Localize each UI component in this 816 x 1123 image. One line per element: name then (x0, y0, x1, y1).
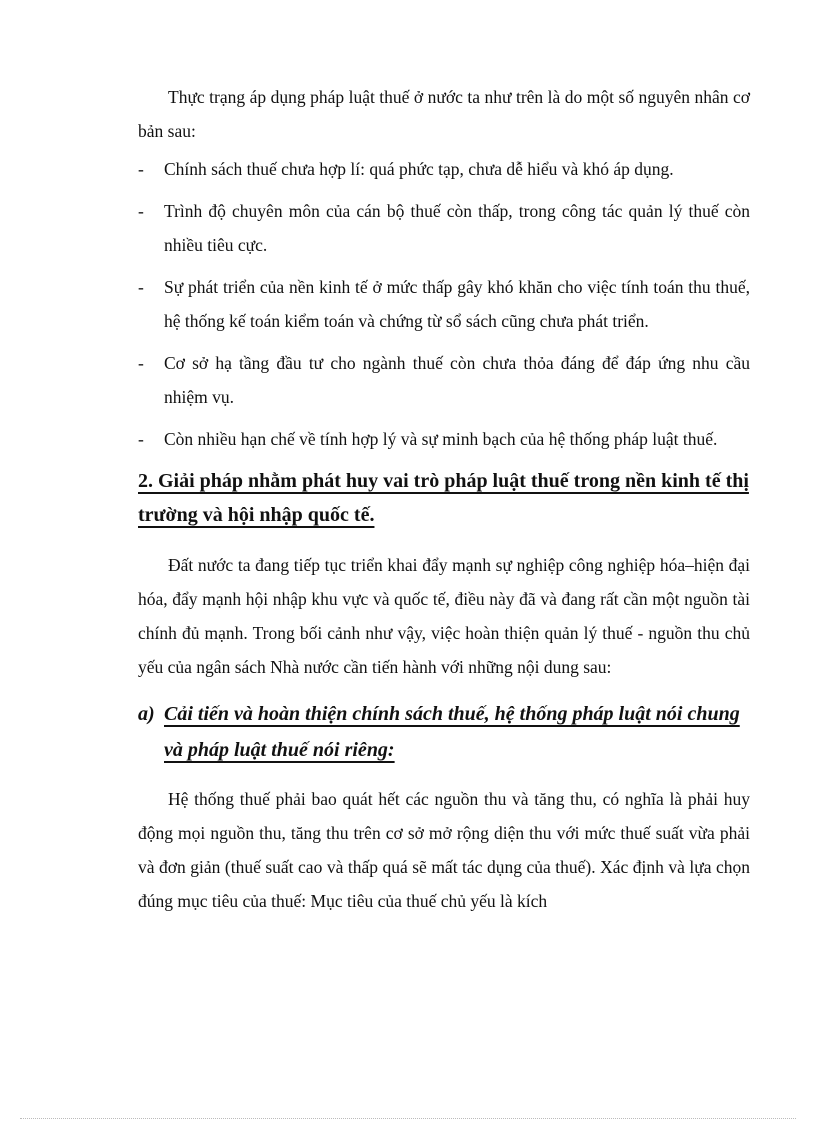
causes-list (138, 152, 750, 456)
list-item (138, 422, 750, 456)
section-2-heading: 2. Giải pháp nhằm phát huy vai trò pháp luật thuế trong nền kinh tế thị trường và hội nhập quốc tế. (138, 470, 749, 526)
list-item (138, 152, 750, 186)
bullet-dash: - (138, 353, 144, 373)
list-item (138, 346, 750, 414)
section-2-paragraph: Đất nước ta đang tiếp tục triển khai đẩy mạnh sự nghiệp công nghiệp hóa–hiện đại hóa, đẩy mạnh hội nhập khu vực và quốc tế, điều này đã và đang rất cần một nguồn tài chính đủ mạnh. Trong bối cảnh như vậy, việc hoàn thiện quản lý thuế - nguồn thu chủ yếu của ngân sách Nhà nước cần tiến hành với những nội dung sau: (138, 555, 750, 677)
bullet-dash: - (138, 277, 144, 297)
subsection-a-title: Cải tiến và hoàn thiện chính sách thuế, hệ thống pháp luật nói chung và pháp luật thuế nói riêng: (164, 703, 740, 761)
list-item (138, 270, 750, 338)
list-item-text: Sự phát triển của nền kinh tế ở mức thấp gây khó khăn cho việc tính toán thu thuế, hệ thống kế toán kiểm toán và chứng từ sổ sách cũng chưa phát triển. (164, 277, 750, 331)
list-item-text: Còn nhiều hạn chế về tính hợp lý và sự minh bạch của hệ thống pháp luật thuế. (164, 429, 718, 449)
subsection-marker: a) (138, 703, 155, 725)
list-item (138, 194, 750, 262)
bullet-dash: - (138, 159, 144, 179)
list-item-text: Cơ sở hạ tầng đầu tư cho ngành thuế còn chưa thỏa đáng để đáp ứng nhu cầu nhiệm vụ. (164, 353, 750, 407)
list-item-text: Trình độ chuyên môn của cán bộ thuế còn thấp, trong công tác quản lý thuế còn nhiều tiêu cực. (164, 201, 750, 255)
document-body (138, 80, 750, 918)
intro-paragraph: Thực trạng áp dụng pháp luật thuế ở nước ta như trên là do một số nguyên nhân cơ bản sau: (138, 87, 750, 141)
bullet-dash: - (138, 429, 144, 449)
list-item-text: Chính sách thuế chưa hợp lí: quá phức tạp, chưa dễ hiểu và khó áp dụng. (164, 159, 674, 179)
page-bottom-border (20, 1118, 796, 1119)
bullet-dash: - (138, 201, 144, 221)
subsection-a-paragraph: Hệ thống thuế phải bao quát hết các nguồn thu và tăng thu, có nghĩa là phải huy động mọi nguồn thu, tăng thu trên cơ sở mở rộng diện thu với mức thuế suất vừa phải và đơn giản (thuế suất cao và thấp quá sẽ mất tác dụng của thuế). Xác định và lựa chọn đúng mục tiêu của thuế: Mục tiêu của thuế chủ yếu là kích (138, 789, 750, 911)
subsection-a-heading (138, 696, 750, 768)
